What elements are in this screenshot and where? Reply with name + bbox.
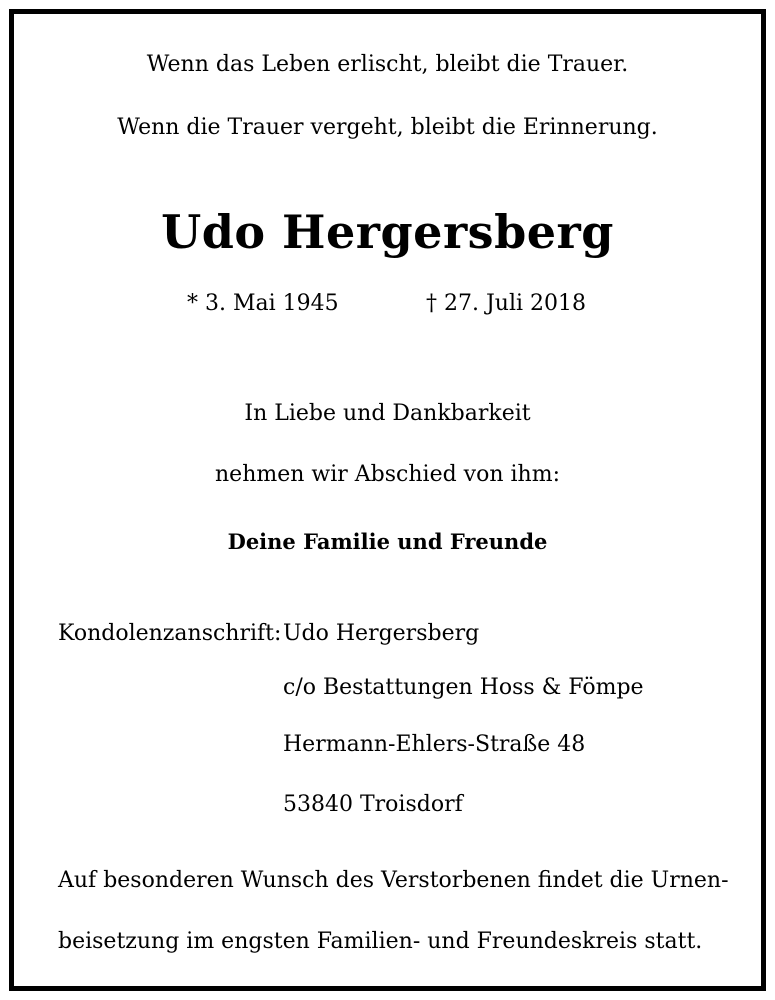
closing-line-2: beisetzung im engsten Familien- und Freundeskreis statt. (58, 929, 703, 954)
deceased-name: Udo Hergersberg (161, 205, 614, 259)
death-date: † 27. Juli 2018 (426, 291, 587, 316)
condolence-care-of: c/o Bestattungen Hoss & Fömpe (283, 675, 644, 700)
closing-line-1: Auf besonderen Wunsch des Verstorbenen findet die Urnen- (58, 868, 729, 893)
signers: Deine Familie und Freunde (227, 529, 548, 554)
farewell-line-1: In Liebe und Dankbarkeit (244, 401, 531, 426)
quote-line-1: Wenn das Leben erlischt, bleibt die Trauer. (146, 52, 629, 77)
condolence-name: Udo Hergersberg (283, 621, 480, 646)
quote-line-2: Wenn die Trauer vergeht, bleibt die Erinnerung. (117, 115, 658, 140)
condolence-street: Hermann-Ehlers-Straße 48 (283, 732, 586, 757)
condolence-city: 53840 Troisdorf (283, 792, 463, 817)
birth-date: * 3. Mai 1945 (187, 291, 339, 316)
life-dates (14, 289, 761, 319)
farewell-line-2: nehmen wir Abschied von ihm: (215, 462, 560, 487)
condolence-label: Kondolenzanschrift: (58, 621, 282, 646)
obituary-notice (9, 9, 766, 991)
